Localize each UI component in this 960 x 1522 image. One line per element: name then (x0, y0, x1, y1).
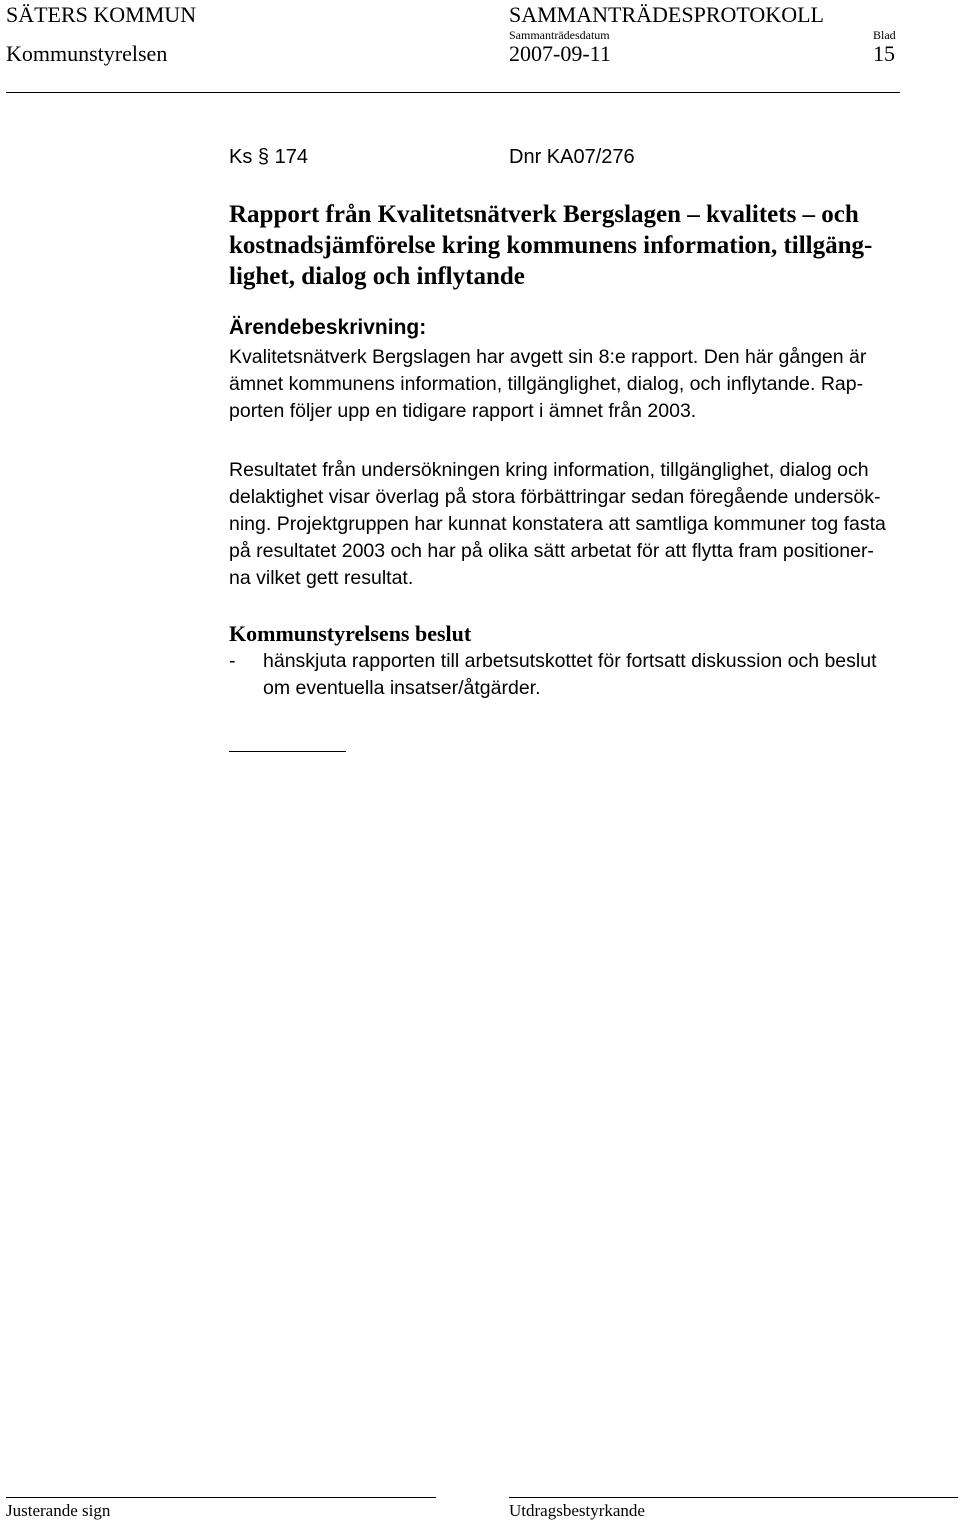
document-type: SAMMANTRÄDESPROTOKOLL (509, 2, 824, 27)
description-line: ämnet kommunens information, tillgänglighet, dialog, och inflytande. Rap- (229, 373, 864, 395)
decision-line: om eventuella insatser/åtgärder. (263, 677, 541, 699)
header-rule (6, 92, 900, 93)
result-line: Resultatet från undersökningen kring information, tillgänglighet, dialog och (229, 459, 869, 481)
end-rule (229, 751, 346, 752)
footer-certification-label: Utdragsbestyrkande (509, 1501, 645, 1520)
decision-heading: Kommunstyrelsens beslut (229, 621, 472, 646)
description-line: Kvalitetsnätverk Bergslagen har avgett sin 8:e rapport. Den här gången är (229, 346, 867, 368)
result-text (229, 457, 886, 592)
decision-text (263, 648, 877, 702)
result-line: delaktighet visar överlag på stora förbättringar sedan föregående undersök- (229, 486, 881, 508)
meeting-date: 2007-09-11 (509, 41, 611, 66)
date-label: Sammanträdesdatum (509, 28, 610, 42)
footer-rule-left (6, 1497, 436, 1498)
organization-name: SÄTERS KOMMUN (6, 2, 197, 27)
description-heading: Ärendebeskrivning: (229, 316, 427, 339)
result-line: ning. Projektgruppen har kunnat konstatera att samtliga kommuner tog fasta (229, 513, 886, 535)
case-number: Ks § 174 (229, 146, 308, 168)
footer-rule-right (509, 1497, 958, 1498)
decision-bullet: - (229, 650, 236, 672)
committee-name: Kommunstyrelsen (6, 41, 168, 66)
description-line: porten följer upp en tidigare rapport i ämnet från 2003. (229, 400, 697, 422)
title-line: kostnadsjämförelse kring kommunens information, tillgäng- (229, 232, 873, 259)
page-number: 15 (873, 41, 895, 66)
case-dnr: Dnr KA07/276 (509, 146, 635, 168)
decision-line: hänskjuta rapporten till arbetsutskottet för fortsatt diskussion och beslut (263, 650, 877, 672)
case-title (229, 199, 872, 292)
description-text (229, 344, 866, 425)
footer-signature-label: Justerande sign (6, 1501, 111, 1520)
page-label: Blad (873, 28, 896, 42)
result-line: na vilket gett resultat. (229, 567, 414, 589)
title-line: lighet, dialog och inflytande (229, 263, 525, 290)
result-line: på resultatet 2003 och har på olika sätt arbetat för att flytta fram positioner- (229, 540, 874, 562)
title-line: Rapport från Kvalitetsnätverk Bergslagen – kvalitets – och (229, 201, 859, 228)
